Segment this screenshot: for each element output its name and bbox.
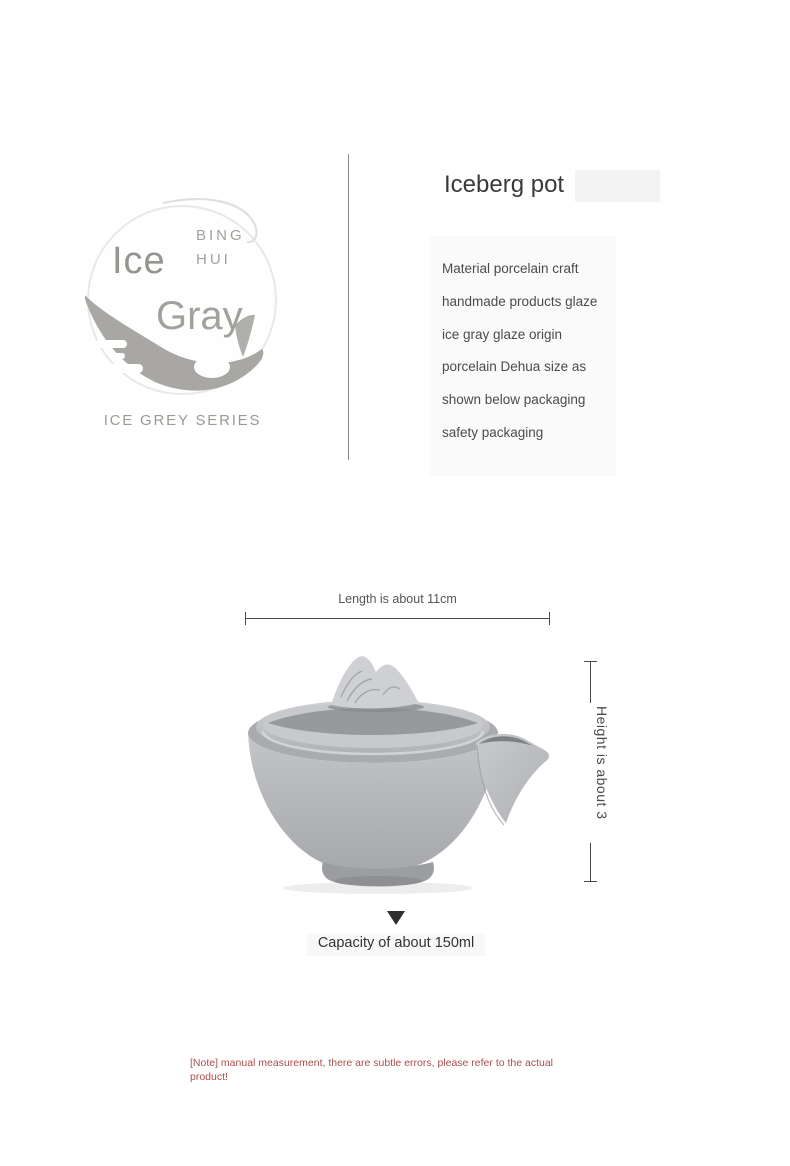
logo-word-bing: BING [196,227,245,244]
title-highlight-band [575,170,660,202]
teapot-product-image [228,645,568,900]
height-line-bottom [590,843,591,881]
logo-series-label: ICE GREY SERIES [103,412,262,429]
description-line: safety packaging [442,424,544,440]
height-dimension-label: Height is about 3 [594,706,610,846]
logo-word-hui: HUI [196,251,231,268]
product-description [442,253,597,450]
capacity-label: Capacity of about 150ml [317,935,475,951]
logo-word-gray: Gray [156,294,243,338]
description-line: ice gray glaze origin [442,326,563,342]
length-tick-right [549,612,550,625]
vertical-divider [348,154,349,460]
logo-word-ice: Ice [112,240,166,282]
description-line: handmade products glaze [442,293,598,309]
length-tick-left [245,612,246,625]
down-triangle-icon [387,911,405,925]
length-dimension-label: Length is about 11cm [338,592,457,606]
page-title: Iceberg pot [444,171,565,198]
description-line: Material porcelain craft [442,261,579,276]
description-line: porcelain Dehua size as [442,359,587,375]
measurement-note: [Note] manual measurement, there are subtle errors, please refer to the actual product! [190,1057,554,1083]
height-line-top [590,661,591,703]
length-dimension-line [245,618,550,619]
height-tick-bottom [584,881,597,882]
description-line: shown below packaging [442,392,586,408]
